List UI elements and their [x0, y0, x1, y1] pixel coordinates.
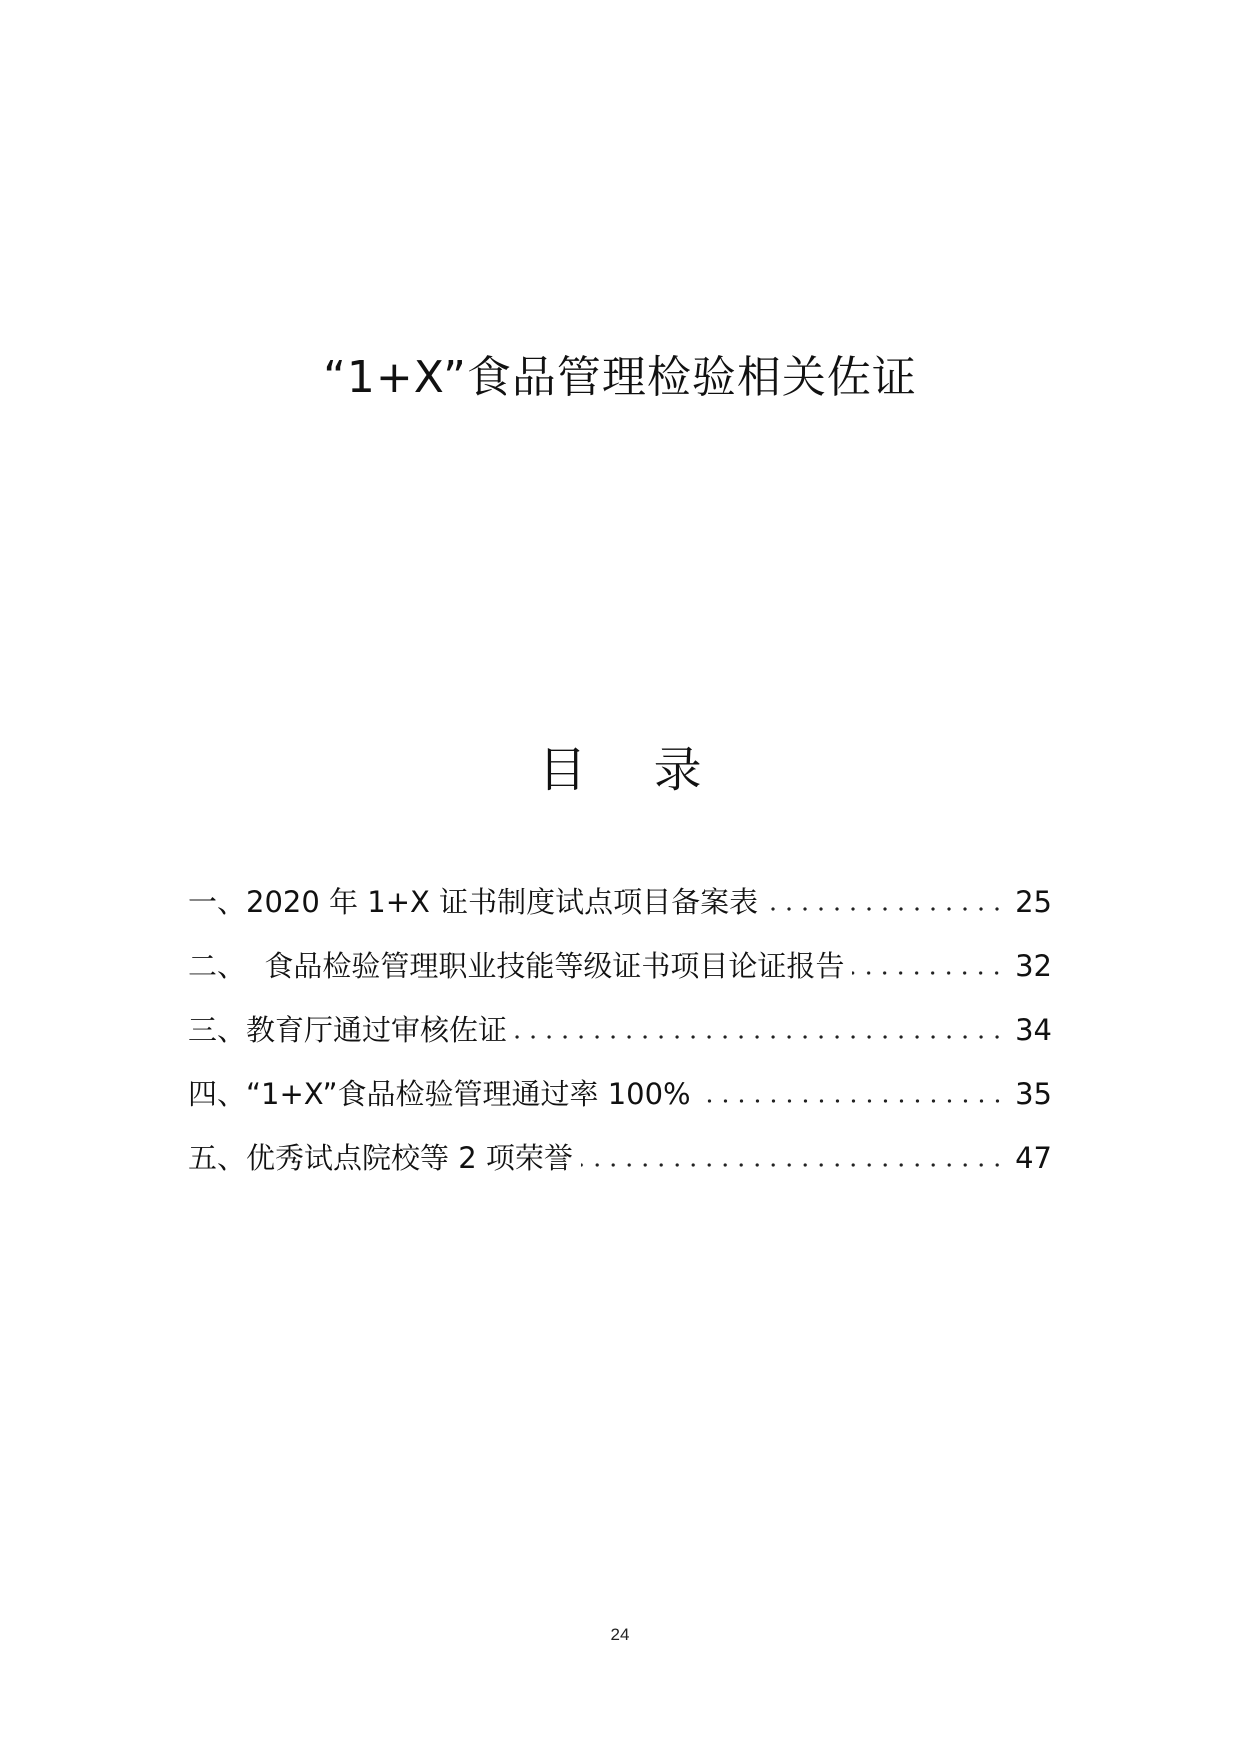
toc-entry-4[interactable] — [188, 1062, 1052, 1126]
toc-entry-label: 一、2020 年 1+X 证书制度试点项目备案表 — [188, 885, 759, 919]
toc-entry-label: 五、优秀试点院校等 2 项荣誉 — [188, 1141, 573, 1175]
toc-entry-page: 47 — [1015, 1141, 1052, 1175]
document-title: “1+X”食品管理检验相关佐证 — [323, 352, 917, 403]
toc-dot-leader — [852, 952, 1005, 981]
toc-entry-label: 四、“1+X”食品检验管理通过率 100% — [188, 1077, 691, 1111]
toc-entry-label: 三、教育厅通过审核佐证 — [188, 1013, 508, 1047]
toc-dot-leader — [515, 1016, 1005, 1045]
toc-entry-page: 35 — [1015, 1077, 1052, 1111]
toc-dot-leader — [766, 888, 1005, 917]
toc-heading: 目 录 — [538, 742, 702, 798]
toc-entry-5[interactable] — [188, 1126, 1052, 1190]
toc-entry-page: 25 — [1015, 885, 1052, 919]
page-number: 24 — [610, 1625, 630, 1644]
toc-entry-page: 32 — [1015, 949, 1052, 983]
toc-entry-3[interactable] — [188, 998, 1052, 1062]
toc-entry-page: 34 — [1015, 1013, 1052, 1047]
toc-dot-leader — [581, 1144, 1005, 1173]
toc-entry-2[interactable] — [188, 934, 1052, 998]
toc-dot-leader — [699, 1080, 1005, 1109]
toc-entry-1[interactable] — [188, 870, 1052, 934]
table-of-contents — [188, 870, 1052, 1190]
toc-entry-label: 二、 食品检验管理职业技能等级证书项目论证报告 — [188, 949, 845, 983]
